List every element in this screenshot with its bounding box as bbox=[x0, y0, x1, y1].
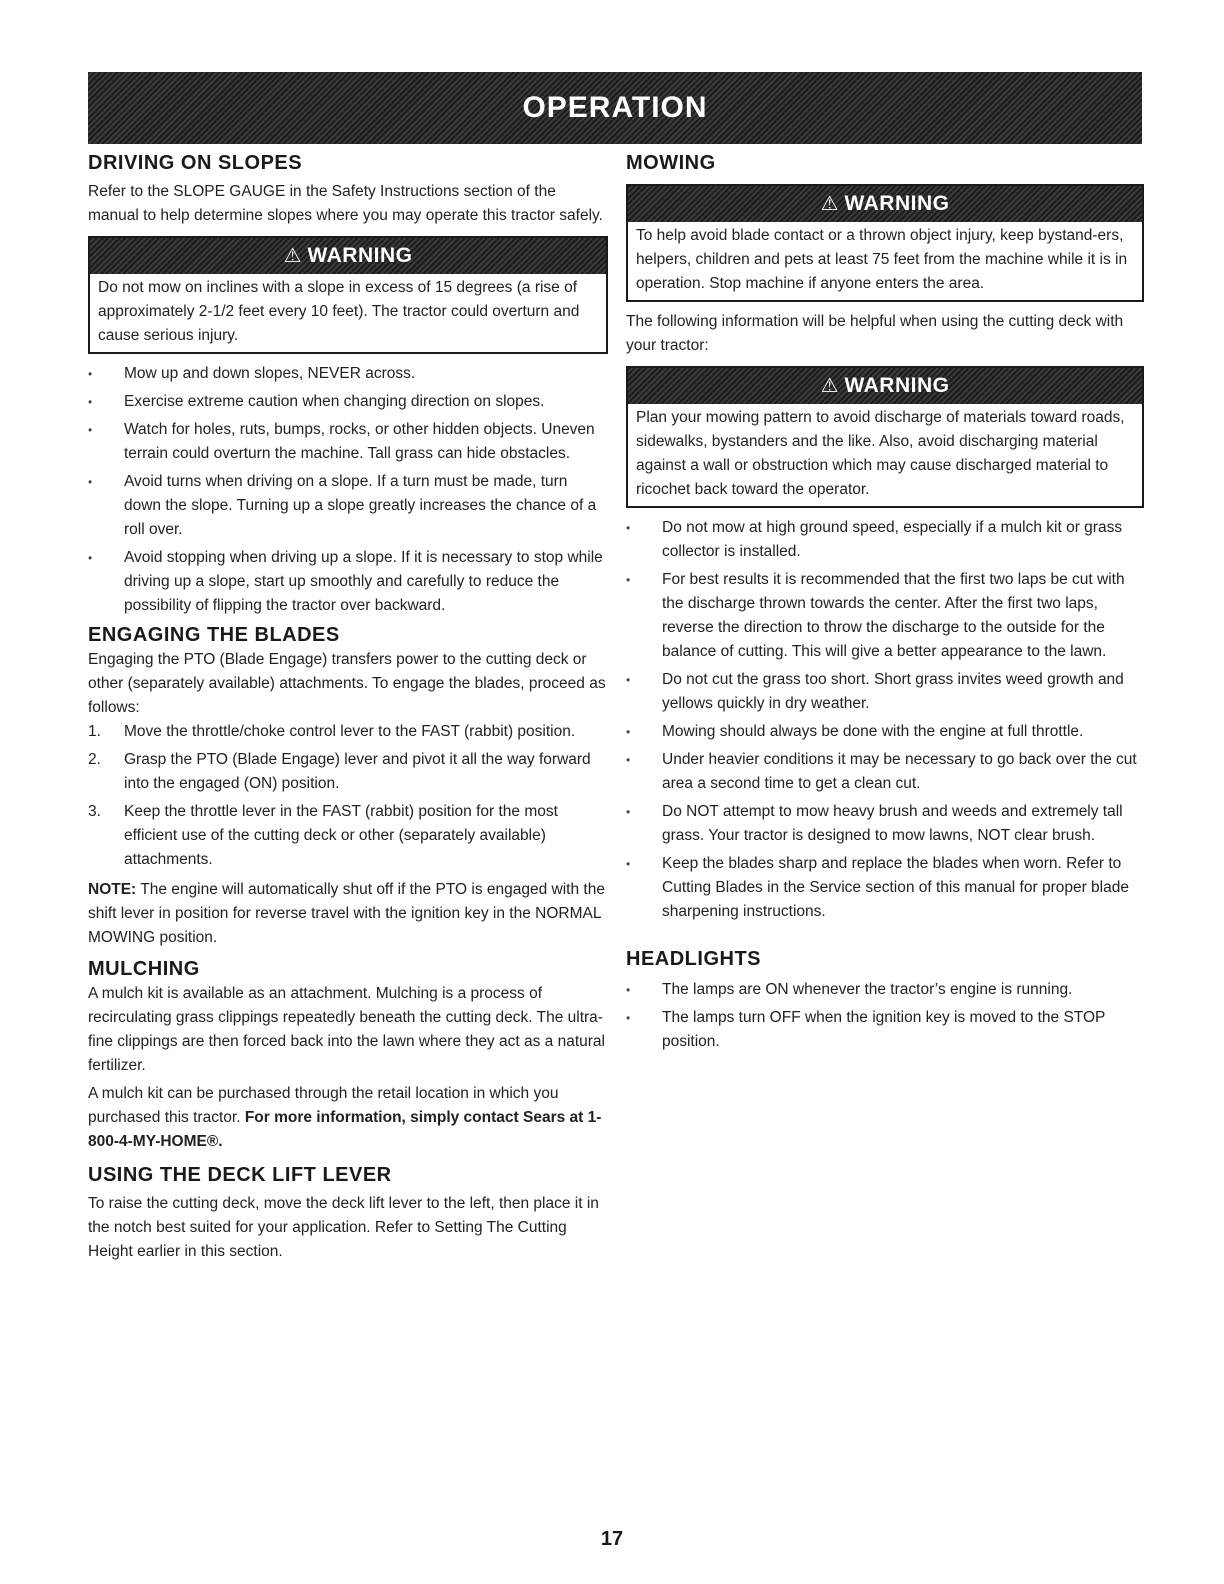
list-item: • Mowing should always be done with the engine at full throttle. bbox=[626, 720, 1144, 744]
blades-note bbox=[88, 878, 608, 950]
warning-text: Do not mow on inclines with a slope in excess of 15 degrees (a rise of approximately 2-1/2 feet every 10 feet). The tractor could overturn and cause serious injury. bbox=[98, 279, 580, 344]
blades-steps bbox=[88, 720, 608, 872]
heading-deck-lift-lever: USING THE DECK LIFT LEVER bbox=[88, 1164, 392, 1186]
mowing-list bbox=[626, 516, 1144, 924]
list-item: • Do not cut the grass too short. Short grass invites weed growth and yellows quickly in dry weather. bbox=[626, 668, 1144, 716]
note-text: The engine will automatically shut off if the PTO is engaged with the shift lever in position for reverse travel with the ignition key in the NORMAL MOWING position. bbox=[88, 881, 605, 946]
slopes-intro: Refer to the SLOPE GAUGE in the Safety Instructions section of the manual to help determine slopes where you may operate this tractor safely. bbox=[88, 183, 603, 224]
mulching-paragraph-2: A mulch kit can be purchased through the retail location in which you purchased this tractor. For more information, simply contact Sears at 1-800-4-MY-HOME®. bbox=[88, 1085, 602, 1150]
list-item: • Under heavier conditions it may be necessary to go back over the cut area a second time to get a clean cut. bbox=[626, 748, 1144, 796]
note-label: NOTE: bbox=[88, 881, 137, 898]
list-item: • Do not mow at high ground speed, especially if a mulch kit or grass collector is installed. bbox=[626, 516, 1144, 564]
mulching-paragraph-1: A mulch kit is available as an attachment. Mulching is a process of recirculating grass clippings repeatedly beneath the cutting deck. The ultra-fine clippings are then forced back into the lawn where they act as a natural fertilizer. bbox=[88, 985, 605, 1074]
list-item: • Avoid turns when driving on a slope. If a turn must be made, turn down the slope. Turning up a slope greatly increases the chance of a roll over. bbox=[88, 470, 608, 542]
heading-mowing: MOWING bbox=[626, 152, 716, 174]
step-item: 3. Keep the throttle lever in the FAST (rabbit) position for the most efficient use of the cutting deck or other (separately available) attachments. bbox=[88, 803, 558, 868]
section-title: OPERATION bbox=[522, 91, 708, 124]
warning-header bbox=[90, 238, 606, 274]
mowing-intro: The following information will be helpful when using the cutting deck with your tractor: bbox=[626, 313, 1124, 354]
heading-headlights: HEADLIGHTS bbox=[626, 948, 761, 970]
list-item: • Avoid stopping when driving up a slope. If it is necessary to stop while driving up a slope, start up smoothly and carefully to reduce the possibility of flipping the tractor over backward. bbox=[88, 546, 608, 618]
list-item: • For best results it is recommended that the first two laps be cut with the discharge thrown towards the center. After the first two laps, reverse the direction to throw the discharge to the outside for the balance of cutting. This will give a better appearance to the lawn. bbox=[626, 568, 1144, 664]
warning-triangle-icon: ⚠ bbox=[820, 375, 839, 397]
headlights-list bbox=[626, 978, 1144, 1054]
warning-box-bystanders bbox=[626, 184, 1144, 302]
list-item: • The lamps turn OFF when the ignition key is moved to the STOP position. bbox=[626, 1006, 1144, 1054]
list-item: • Mow up and down slopes, NEVER across. bbox=[88, 362, 608, 386]
list-item: • Watch for holes, ruts, bumps, rocks, or other hidden objects. Uneven terrain could overturn the machine. Tall grass can hide obstacles. bbox=[88, 418, 608, 466]
heading-mulching: MULCHING bbox=[88, 958, 200, 980]
heading-driving-on-slopes: DRIVING ON SLOPES bbox=[88, 152, 303, 174]
section-banner bbox=[88, 72, 1142, 144]
warning-header bbox=[628, 186, 1142, 222]
warning-box-slopes bbox=[88, 236, 608, 354]
warning-header bbox=[628, 368, 1142, 404]
list-item: • Keep the blades sharp and replace the blades when worn. Refer to Cutting Blades in the Service section of this manual for proper blade sharpening instructions. bbox=[626, 852, 1144, 924]
warning-triangle-icon: ⚠ bbox=[283, 245, 302, 267]
left-column bbox=[88, 150, 608, 1264]
warning-label: WARNING bbox=[844, 374, 950, 397]
list-item: • The lamps are ON whenever the tractor’s engine is running. bbox=[626, 978, 1144, 1002]
step-item: 1. Move the throttle/choke control lever to the FAST (rabbit) position. bbox=[88, 723, 576, 740]
warning-text: To help avoid blade contact or a thrown object injury, keep bystand-ers, helpers, children and pets at least 75 feet from the machine while it is in operation. Stop machine if anyone enters the area. bbox=[636, 227, 1128, 292]
right-column bbox=[626, 150, 1144, 1058]
slopes-list bbox=[88, 362, 608, 618]
list-item: • Exercise extreme caution when changing direction on slopes. bbox=[88, 390, 608, 414]
warning-label: WARNING bbox=[307, 244, 413, 267]
warning-text: Plan your mowing pattern to avoid discharge of materials toward roads, sidewalks, bystanders and the like. Also, avoid discharging material against a wall or obstruction which may cause discharged material to ricochet back toward the operator. bbox=[636, 409, 1125, 498]
step-item: 2. Grasp the PTO (Blade Engage) lever and pivot it all the way forward into the engaged (ON) position. bbox=[88, 751, 591, 792]
warning-label: WARNING bbox=[844, 192, 950, 215]
deck-lift-text: To raise the cutting deck, move the deck lift lever to the left, then place it in the notch best suited for your application. Refer to Setting The Cutting Height earlier in this section. bbox=[88, 1195, 599, 1260]
heading-engaging-the-blades: ENGAGING THE BLADES bbox=[88, 624, 340, 646]
blades-intro: Engaging the PTO (Blade Engage) transfers power to the cutting deck or other (separately available) attachments. To engage the blades, proceed as follows: bbox=[88, 651, 606, 716]
page-number: 17 bbox=[600, 1528, 624, 1550]
warning-triangle-icon: ⚠ bbox=[820, 193, 839, 215]
list-item: • Do NOT attempt to mow heavy brush and weeds and extremely tall grass. Your tractor is designed to mow lawns, NOT clear brush. bbox=[626, 800, 1144, 848]
sears-contact: For more information, simply contact Sears at 1-800-4-MY-HOME®. bbox=[88, 1109, 602, 1150]
warning-box-discharge bbox=[626, 366, 1144, 508]
